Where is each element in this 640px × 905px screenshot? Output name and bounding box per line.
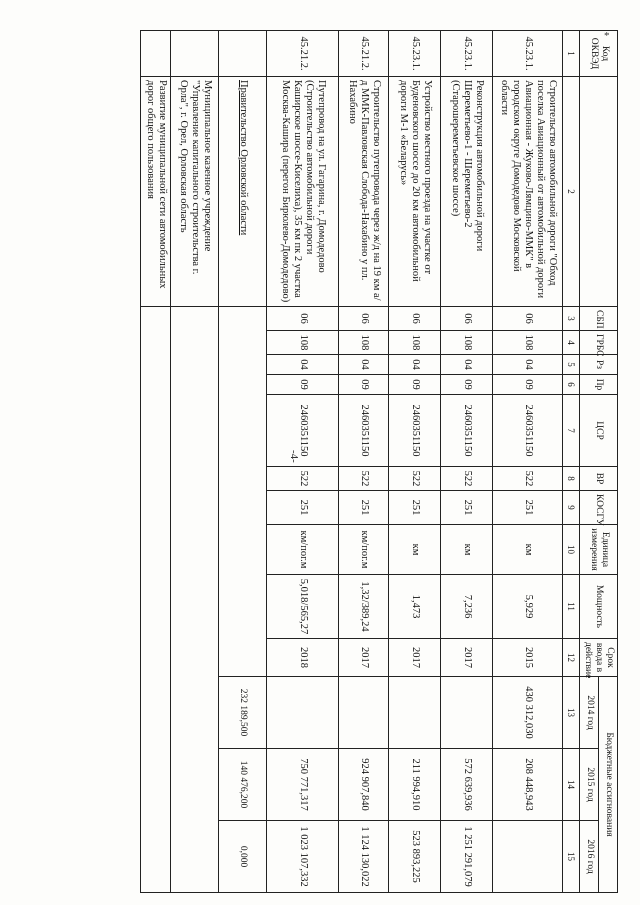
object-name: Путепровод на ул. Гагарина, г. Домодедово (Строительство автомобильной дороги Каширское шоссе-Киселиха), 35 км пк 2 участка Москва-Кашира (перегон Бирюлево-Домодедово)	[267, 77, 339, 307]
grbs-cell: 108	[441, 331, 493, 355]
amount-2016: 1 251 291,079	[441, 821, 493, 893]
col-num: 14	[563, 749, 580, 821]
amount-2015: 750 771,317	[267, 749, 339, 821]
col-power: Мощность	[580, 575, 618, 639]
sbp-cell: 06	[441, 307, 493, 331]
grbs-cell: 108	[493, 331, 563, 355]
pr-cell: 09	[389, 375, 441, 395]
pr-cell: 09	[339, 375, 389, 395]
grbs-cell: 108	[389, 331, 441, 355]
pr-cell: 09	[493, 375, 563, 395]
unit-cell: км	[389, 525, 441, 575]
section-total-2016: 0,000	[219, 821, 267, 893]
term-cell: 2015	[493, 639, 563, 677]
amount-2015: 572 639,936	[441, 749, 493, 821]
vr-cell: 522	[389, 467, 441, 491]
amount-2014	[389, 677, 441, 749]
unit-cell: км/пог.м	[339, 525, 389, 575]
program-name: Развитие муниципальной сети автомобильных дорог общего пользования	[141, 77, 171, 307]
unit-cell: км/пог.м	[267, 525, 339, 575]
term-cell: 2017	[339, 639, 389, 677]
col-rz: Рз	[580, 355, 618, 375]
col-num: 11	[563, 575, 580, 639]
object-name: Строительство автомобильной дороги "Обход поселка Авиационный от автомобильной дороги Авиационная - Жуково-Лямцино-ММК" в городском округе Домодедово Московской области	[493, 77, 563, 307]
section-total-2014: 232 189,500	[219, 677, 267, 749]
amount-2016: 1 023 107,332	[267, 821, 339, 893]
col-num: 5	[563, 355, 580, 375]
col-grbs: ГРБС	[580, 331, 618, 355]
okved-cell: 45.21.2.	[339, 31, 389, 77]
amount-2016	[493, 821, 563, 893]
sbp-cell: 06	[267, 307, 339, 331]
power-cell: 5,018/565,27	[267, 575, 339, 639]
institution-name: Муниципальное казенное учреждение "Управление капитального строительства г. Орла", г. Орел, Орловская область	[171, 77, 219, 307]
table-row	[267, 31, 339, 893]
program-row	[141, 31, 171, 893]
amount-2014	[441, 677, 493, 749]
col-vr: ВР	[580, 467, 618, 491]
amount-2014: 430 312,030	[493, 677, 563, 749]
col-num: 9	[563, 491, 580, 525]
institution-row	[171, 31, 219, 893]
col-budget: Бюджетные ассигнования	[599, 677, 618, 893]
amount-2014	[267, 677, 339, 749]
col-2015: 2015 год	[580, 749, 599, 821]
amount-2014	[339, 677, 389, 749]
grbs-cell: 108	[267, 331, 339, 355]
vr-cell: 522	[267, 467, 339, 491]
col-okved: Код ОКВЭД	[580, 31, 618, 77]
sbp-cell: 06	[389, 307, 441, 331]
col-num: 2	[563, 77, 580, 307]
kosgu-cell: 251	[389, 491, 441, 525]
term-cell: 2017	[389, 639, 441, 677]
col-unit: Единица измерения	[580, 525, 618, 575]
rz-cell: 04	[339, 355, 389, 375]
kosgu-cell: 251	[267, 491, 339, 525]
csr-cell: 2460351150	[389, 395, 441, 467]
col-num: 1	[563, 31, 580, 77]
rz-cell: 04	[441, 355, 493, 375]
vr-cell: 522	[339, 467, 389, 491]
col-num: 4	[563, 331, 580, 355]
object-name: Устройство местного проезда на участке от Буденовского шоссе до 20 км автомобильной дороги М-1 «Беларусь»	[389, 77, 441, 307]
investment-table	[140, 30, 618, 893]
column-number-row	[563, 31, 580, 893]
table-row	[389, 31, 441, 893]
okved-cell: 45.23.1.	[389, 31, 441, 77]
okved-cell: 45.23.1.	[493, 31, 563, 77]
col-2016: 2016 год	[580, 821, 599, 893]
kosgu-cell: 251	[493, 491, 563, 525]
table-row	[339, 31, 389, 893]
kosgu-cell: 251	[339, 491, 389, 525]
rz-cell: 04	[493, 355, 563, 375]
col-2014: 2014 год	[580, 677, 599, 749]
rz-cell: 04	[267, 355, 339, 375]
sbp-cell: 06	[339, 307, 389, 331]
power-cell: 7,236	[441, 575, 493, 639]
col-num: 13	[563, 677, 580, 749]
col-num: 15	[563, 821, 580, 893]
col-num: 7	[563, 395, 580, 467]
object-name: Строительство путепровода через ж/д на 19 км а/д ММК-Павловская Слобода-Нахабино у пл. Нахабино	[339, 77, 389, 307]
col-sbp: СБП	[580, 307, 618, 331]
amount-2015: 924 907,840	[339, 749, 389, 821]
power-cell: 1,473	[389, 575, 441, 639]
csr-cell: 2460351150	[441, 395, 493, 467]
amount-2015: 208 448,943	[493, 749, 563, 821]
power-cell: 1,32/389,24	[339, 575, 389, 639]
col-num: 3	[563, 307, 580, 331]
object-name: Реконструкция автомобильной дороги Шереметьево-1 - Шереметьево-2 (Старошереметьевское шоссе)	[441, 77, 493, 307]
col-num: 8	[563, 467, 580, 491]
kosgu-cell: 251	[441, 491, 493, 525]
section-total-2015: 140 476,200	[219, 749, 267, 821]
amount-2015: 211 994,910	[389, 749, 441, 821]
csr-cell: 2460351150	[339, 395, 389, 467]
col-pr: Пр	[580, 375, 618, 395]
csr-cell: 2460351150	[493, 395, 563, 467]
col-kosgu: КОСГУ	[580, 491, 618, 525]
unit-cell: км	[493, 525, 563, 575]
table-row	[441, 31, 493, 893]
vr-cell: 522	[493, 467, 563, 491]
sbp-cell: 06	[493, 307, 563, 331]
okved-cell: 45.23.1.	[441, 31, 493, 77]
table-row	[493, 31, 563, 893]
csr-cell: 2460351150	[267, 395, 339, 467]
unit-cell: км	[441, 525, 493, 575]
page-number-mark: -4-	[288, 450, 300, 463]
section-title: Правительство Орловской области	[219, 77, 267, 307]
col-num: 6	[563, 375, 580, 395]
vr-cell: 522	[441, 467, 493, 491]
header-row-1	[599, 31, 618, 893]
term-cell: 2017	[441, 639, 493, 677]
col-csr: ЦСР	[580, 395, 618, 467]
pr-cell: 09	[441, 375, 493, 395]
grbs-cell: 108	[339, 331, 389, 355]
amount-2016: 1 124 130,022	[339, 821, 389, 893]
rz-cell: 04	[389, 355, 441, 375]
col-term: Срок ввода в действие	[580, 639, 618, 677]
term-cell: 2018	[267, 639, 339, 677]
col-num: 10	[563, 525, 580, 575]
amount-2016: 523 893,225	[389, 821, 441, 893]
col-name	[580, 77, 618, 307]
okved-cell: 45.21.2.	[267, 31, 339, 77]
margin-mark: *	[604, 30, 610, 42]
section-row	[219, 31, 267, 893]
power-cell: 5,929	[493, 575, 563, 639]
pr-cell: 09	[267, 375, 339, 395]
col-num: 12	[563, 639, 580, 677]
